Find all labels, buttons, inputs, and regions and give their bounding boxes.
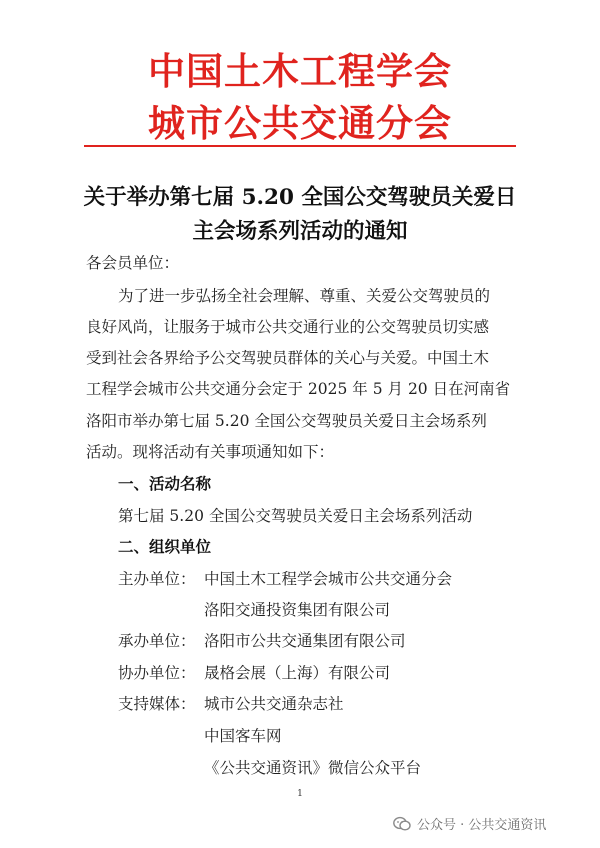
section-heading-activity-name: 一、活动名称 bbox=[118, 475, 212, 493]
intro-line: 为了进一步弘扬全社会理解、尊重、关爱公交驾驶员的 bbox=[118, 287, 491, 305]
media-unit: 城市公共交通杂志社 bbox=[204, 695, 344, 713]
host-unit: 中国土木工程学会城市公共交通分会 bbox=[204, 570, 453, 588]
wechat-official-account-icon bbox=[393, 816, 411, 832]
section-heading-organizers: 二、组织单位 bbox=[118, 538, 212, 556]
media-label: 支持媒体： bbox=[118, 695, 196, 713]
media-unit: 《公共交通资讯》微信公众平台 bbox=[204, 759, 422, 777]
intro-line: 活动。现将活动有关事项通知如下： bbox=[86, 443, 335, 461]
intro-line: 洛阳市举办第七届 5.20 全国公交驾驶员关爱日主会场系列 bbox=[86, 412, 487, 430]
notice-title-line-2: 主会场系列活动的通知 bbox=[192, 219, 408, 244]
organizer-label: 承办单位： bbox=[118, 632, 196, 650]
salutation: 各会员单位： bbox=[86, 254, 180, 272]
letterhead-divider bbox=[84, 145, 516, 147]
activity-name-text: 第七届 5.20 全国公交驾驶员关爱日主会场系列活动 bbox=[118, 507, 473, 525]
co-organizer-unit: 晟格会展（上海）有限公司 bbox=[204, 664, 391, 682]
organizer-unit: 洛阳市公共交通集团有限公司 bbox=[204, 632, 406, 650]
page-number: 1 bbox=[297, 789, 303, 799]
letterhead-line-2: 城市公共交通分会 bbox=[148, 102, 452, 145]
intro-line: 工程学会城市公共交通分会定于 2025 年 5 月 20 日在河南省 bbox=[86, 380, 511, 398]
intro-line: 良好风尚，让服务于城市公共交通行业的公交驾驶员切实感 bbox=[86, 318, 490, 336]
host-label: 主办单位： bbox=[118, 570, 196, 588]
media-unit: 中国客车网 bbox=[204, 727, 282, 745]
host-unit: 洛阳交通投资集团有限公司 bbox=[204, 601, 391, 619]
co-organizer-label: 协办单位： bbox=[118, 664, 196, 682]
letterhead-line-1: 中国土木工程学会 bbox=[148, 50, 452, 93]
watermark bbox=[393, 814, 546, 833]
intro-line: 受到社会各界给予公交驾驶员群体的关心与关爱。中国土木 bbox=[86, 349, 490, 367]
notice-title-line-1: 关于举办第七届 5.20 全国公交驾驶员关爱日 bbox=[83, 185, 517, 210]
watermark-text: 公众号 · 公共交通资讯 bbox=[417, 818, 547, 833]
